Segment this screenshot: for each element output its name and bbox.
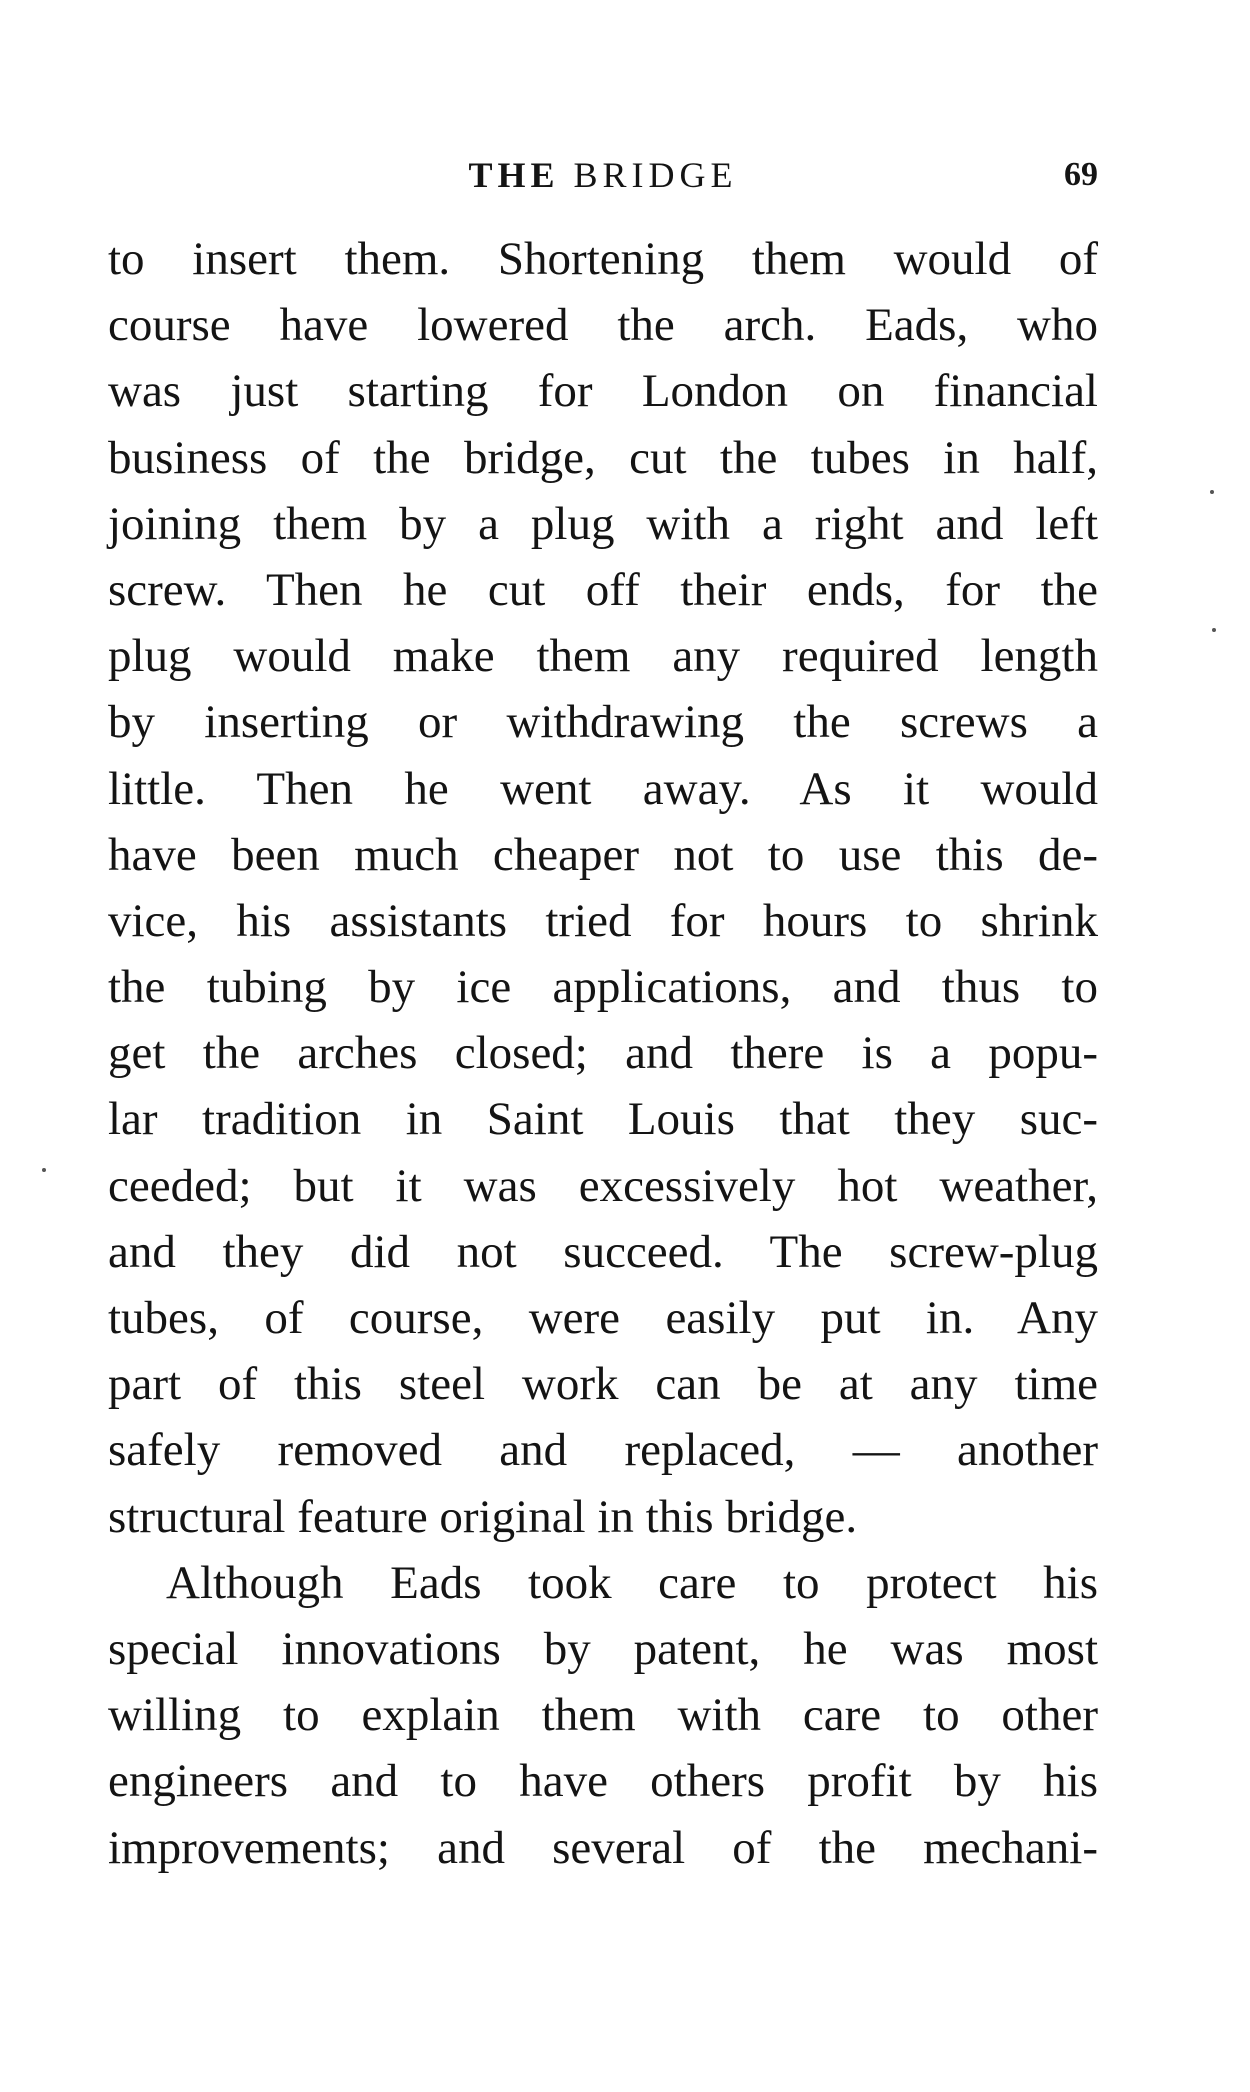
paper-speck bbox=[42, 1168, 46, 1172]
page-number: 69 bbox=[1064, 156, 1098, 193]
running-title-lead: THE bbox=[468, 155, 560, 195]
text-line-22: special innovations by patent, he was most bbox=[108, 1622, 1098, 1675]
text-line-4: business of the bridge, cut the tubes in half, bbox=[108, 431, 1098, 484]
text-line-10: have been much cheaper not to use this de- bbox=[108, 828, 1098, 881]
text-line-12: the tubing by ice applications, and thus to bbox=[108, 961, 1098, 1014]
text-line-8: by inserting or withdrawing the screws a bbox=[108, 696, 1098, 749]
text-line-15: ceeded; but it was excessively hot weather, bbox=[108, 1159, 1098, 1212]
text-line-1: to insert them. Shortening them would of bbox=[108, 233, 1098, 285]
paragraph-2 bbox=[108, 1550, 1098, 1881]
text-line-13: get the arches closed; and there is a popu- bbox=[108, 1027, 1098, 1080]
text-line-16: and they did not succeed. The screw-plug bbox=[108, 1225, 1098, 1278]
body-text bbox=[108, 226, 1098, 1881]
text-line-6: screw. Then he cut off their ends, for the bbox=[108, 563, 1098, 616]
paragraph-1 bbox=[108, 226, 1098, 1550]
text-line-9: little. Then he went away. As it would bbox=[108, 762, 1098, 815]
text-line-23: willing to explain them with care to other bbox=[108, 1689, 1098, 1742]
paper-speck bbox=[1212, 628, 1216, 632]
text-line-17: tubes, of course, were easily put in. Any bbox=[108, 1292, 1098, 1344]
text-line-7: plug would make them any required length bbox=[108, 630, 1098, 683]
text-line-24: engineers and to have others profit by his bbox=[108, 1755, 1098, 1808]
text-line-11: vice, his assistants tried for hours to shrink bbox=[108, 894, 1098, 947]
text-line-25: improvements; and several of the mechani- bbox=[108, 1821, 1098, 1874]
text-line-3: was just starting for London on financial bbox=[108, 365, 1098, 418]
text-line-18: part of this steel work can be at any time bbox=[108, 1358, 1098, 1411]
paper-speck bbox=[1210, 490, 1214, 494]
text-line-19: safely removed and replaced, — another bbox=[108, 1424, 1098, 1477]
running-title-rest: BRIDGE bbox=[573, 155, 738, 195]
running-header bbox=[108, 154, 1098, 204]
text-line-20: structural feature original in this bridge. bbox=[108, 1490, 858, 1543]
text-line-2: course have lowered the arch. Eads, who bbox=[108, 299, 1098, 352]
running-title bbox=[108, 154, 1098, 196]
text-line-21: Although Eads took care to protect his bbox=[166, 1556, 1098, 1609]
text-line-14: lar tradition in Saint Louis that they suc- bbox=[108, 1093, 1098, 1146]
text-line-5: joining them by a plug with a right and left bbox=[108, 497, 1098, 550]
